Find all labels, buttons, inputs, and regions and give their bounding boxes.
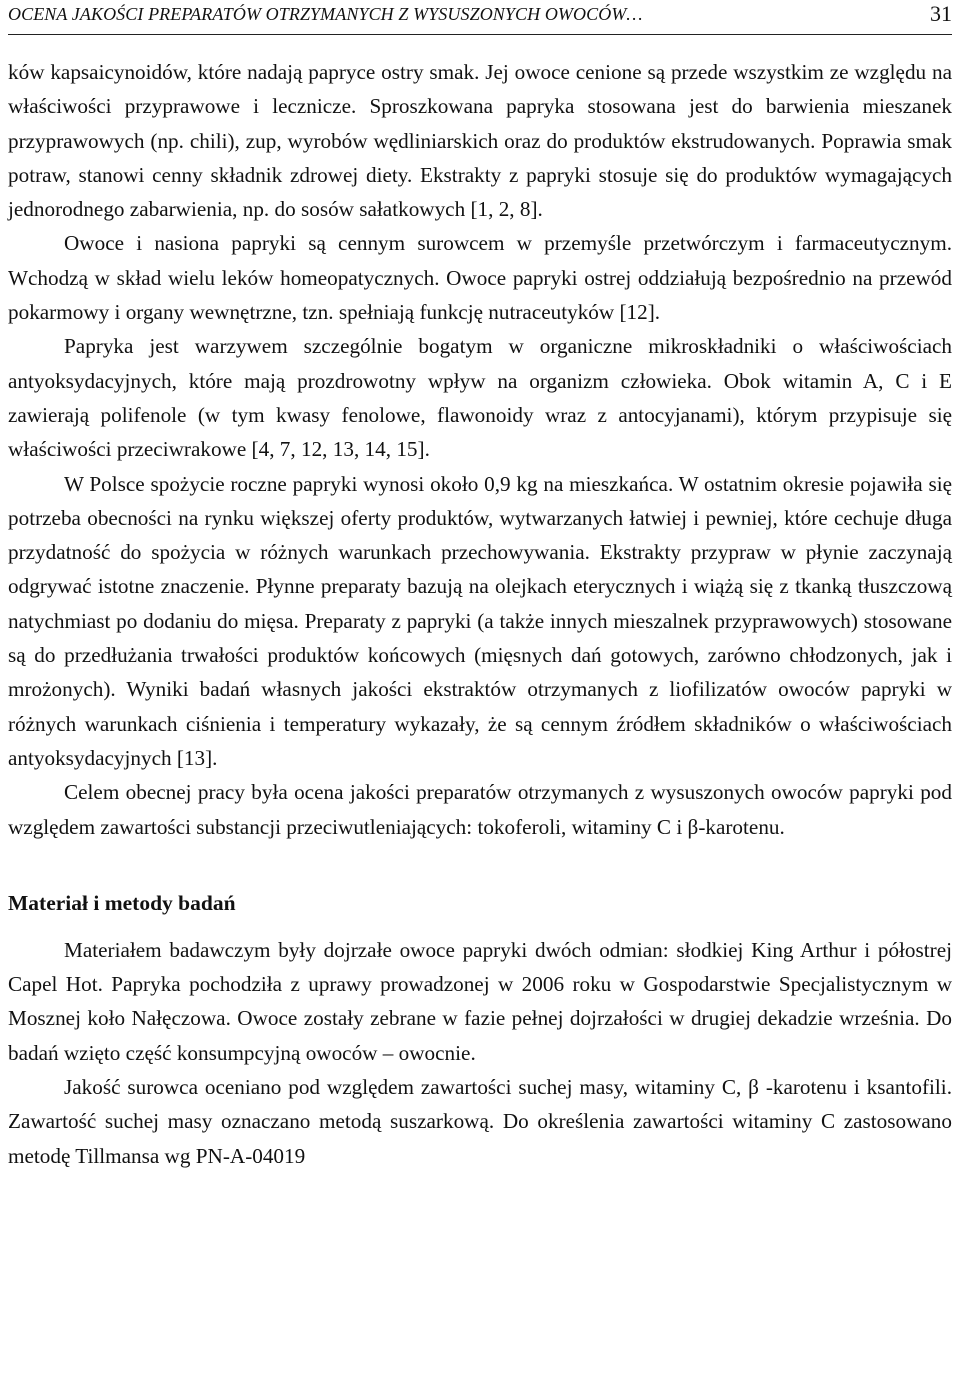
body-text xyxy=(8,55,952,1173)
paragraph-consumption: W Polsce spożycie roczne papryki wynosi około 0,9 kg na mieszkańca. W ostatnim okresie pojawiła się potrzeba obecności na rynku większej oferty produktów, wytwarzanych łatwiej i pewniej, które cechuje długa przydatność do spożycia w różnych warunkach przechowywania. Ekstrakty przypraw w płynie zaczynają odgrywać istotne znaczenie. Płynne preparaty bazują na olejkach eterycznych i wiążą się z tkanką tłuszczową natychmiast po dodaniu do mięsa. Preparaty z papryki (a także innych mieszalnek przyprawowych) stosowane są do przedłużania trwałości produktów końcowych (mięsnych dań gotowych, zarówno chłodzonych, jak i mrożonych). Wyniki badań własnych jakości ekstraktów otrzymanych z liofilizatów owoców papryki w różnych warunkach ciśnienia i temperatury wykazały, że są cennym źródłem składników o właściwościach antyoksydacyjnych [13]. xyxy=(8,471,952,770)
paragraph-antioxidants: Papryka jest warzywem szczególnie bogatym w organiczne mikroskładniki o właściwościach antyoksydacyjnych, które mają prozdrowotny wpływ na organizm człowieka. Obok witamin A, C i E zawierają polifenole (w tym kwasy fenolowe, flawonoidy wraz z antocyjanami), którym przypisuje się właściwości przeciwrakowe [4, 7, 12, 13, 14, 15]. xyxy=(8,334,952,462)
running-header xyxy=(8,0,952,35)
paragraph-raw-material: Owoce i nasiona papryki są cennym surowcem w przemyśle przetwórczym i farmaceutycznym. Wchodzą w skład wielu leków homeopatycznych. Owoce papryki ostrej oddziałują bezpośrednio na przewód pokarmowy i organy wewnętrzne, tzn. spełniają funkcję nutraceutyków [12]. xyxy=(8,231,952,325)
paragraph-continuation: ków kapsaicynoidów, które nadają papryce ostry smak. Jej owoce cenione są przede wszystkim ze względu na właściwości przyprawowe i lecznicze. Sproszkowana papryka stosowana jest do barwienia mieszanek przyprawowych (np. chili), zup, wyrobów wędliniarskich oraz do produktów ekstrudowanych. Poprawia smak potraw, stanowi cenny składnik zdrowej diety. Ekstrakty z papryki stosuje się do produktów wymagających jednorodnego zabarwienia, np. do sosów sałatkowych [1, 2, 8]. xyxy=(8,60,952,222)
page-number: 31 xyxy=(930,1,952,26)
document-page xyxy=(8,0,952,1173)
running-header-title: OCENA JAKOŚCI PREPARATÓW OTRZYMANYCH Z WYSUSZONYCH OWOCÓW… xyxy=(8,4,643,24)
paragraph-aim: Celem obecnej pracy była ocena jakości preparatów otrzymanych z wysuszonych owoców papryki pod względem zawartości substancji przeciwutleniających: tokoferoli, witaminy C i β-karotenu. xyxy=(8,780,952,839)
paragraph-quality-assessment: Jakość surowca oceniano pod względem zawartości suchej masy, witaminy C, β -karotenu i ksantofili. Zawartość suchej masy oznaczano metodą suszarkową. Do określenia zawartości witaminy C zastosowano metodę Tillmansa wg PN-A-04019 xyxy=(8,1075,952,1168)
paragraph-material: Materiałem badawczym były dojrzałe owoce papryki dwóch odmian: słodkiej King Arthur i półostrej Capel Hot. Papryka pochodziła z uprawy prowadzonej w 2006 roku w Gospodarstwie Specjalistycznym w Mosznej koło Nałęczowa. Owoce zostały zebrane w fazie pełnej dojrzałości w drugiej dekadzie września. Do badań wzięto część konsumpcyjną owoców – owocnie. xyxy=(8,937,952,1065)
section-heading-methods: Materiał i metody badań xyxy=(8,890,236,915)
